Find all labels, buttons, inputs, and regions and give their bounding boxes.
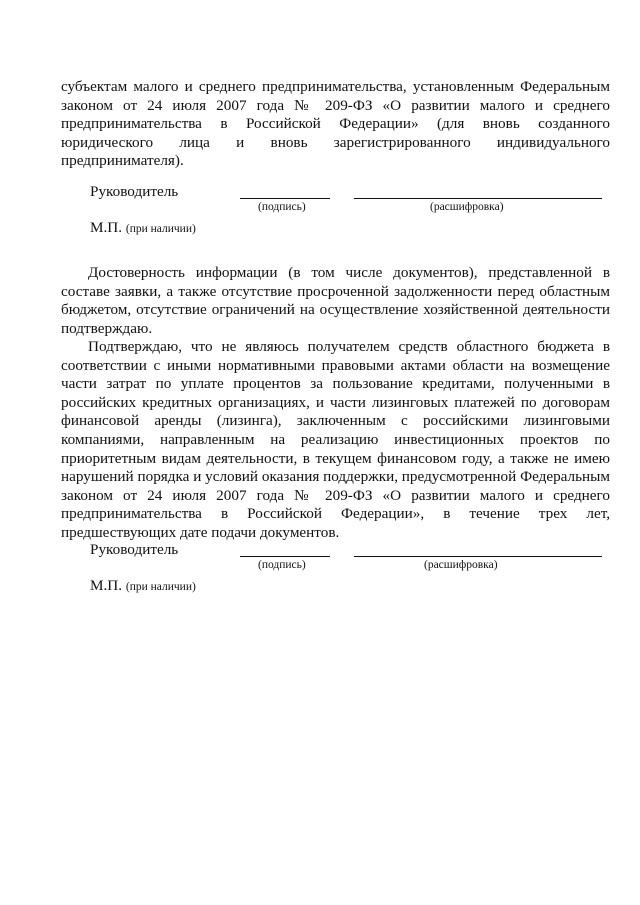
decode-caption: (расшифровка) [424, 559, 498, 571]
stamp-main: М.П. [90, 577, 123, 594]
signature-role-label: Руководитель [90, 541, 179, 558]
signature-line [240, 198, 330, 199]
signature-decode-line [354, 198, 602, 199]
stamp-note: (при наличии) [125, 581, 196, 593]
paragraph-reliability: Достоверность информации (в том числе документов), представленной в составе заявки, а также отсутствие просроченной задолженности перед областным бюджетом, отсутствие ограничений на осуществление хозяйственной деятельности подтверждаю. [61, 264, 610, 337]
stamp-label [90, 219, 196, 237]
signature-block-1 [90, 183, 610, 236]
stamp-main: М.П. [90, 219, 123, 236]
signature-caption: (подпись) [258, 559, 306, 571]
stamp-label [90, 577, 196, 595]
paragraph-continuation: субъектам малого и среднего предпринимательства, установленным Федеральным законом от 24 июля 2007 года № 209-ФЗ «О развитии малого и среднего предпринимательства в Российской Федерации» (для вновь созданного юридического лица и вновь зарегистрированного индивидуального предпринимателя). [61, 78, 610, 170]
signature-decode-line [354, 556, 602, 557]
signature-role-label: Руководитель [90, 183, 179, 200]
signature-line [240, 556, 330, 557]
signature-block-2 [90, 541, 610, 594]
decode-caption: (расшифровка) [430, 201, 504, 213]
signature-caption: (подпись) [258, 201, 306, 213]
paragraph-confirmation: Подтверждаю, что не являюсь получателем средств областного бюджета в соответствии с иными нормативными правовыми актами области на возмещение части затрат по уплате процентов за пользование кредитами, полученными в российских кредитных организациях, и части лизинговых платежей по договорам финансовой аренды (лизинга), заключенным с российскими лизинговыми компаниями, направленным на реализацию инвестиционных проектов по приоритетным видам деятельности, в текущем финансовом году, а также не имею нарушений порядка и условий оказания поддержки, предусмотренной Федеральным законом от 24 июля 2007 года № 209-ФЗ «О развитии малого и среднего предпринимательства в Российской Федерации», в течение трех лет, предшествующих дате подачи документов. [61, 338, 610, 541]
stamp-note: (при наличии) [125, 223, 196, 235]
